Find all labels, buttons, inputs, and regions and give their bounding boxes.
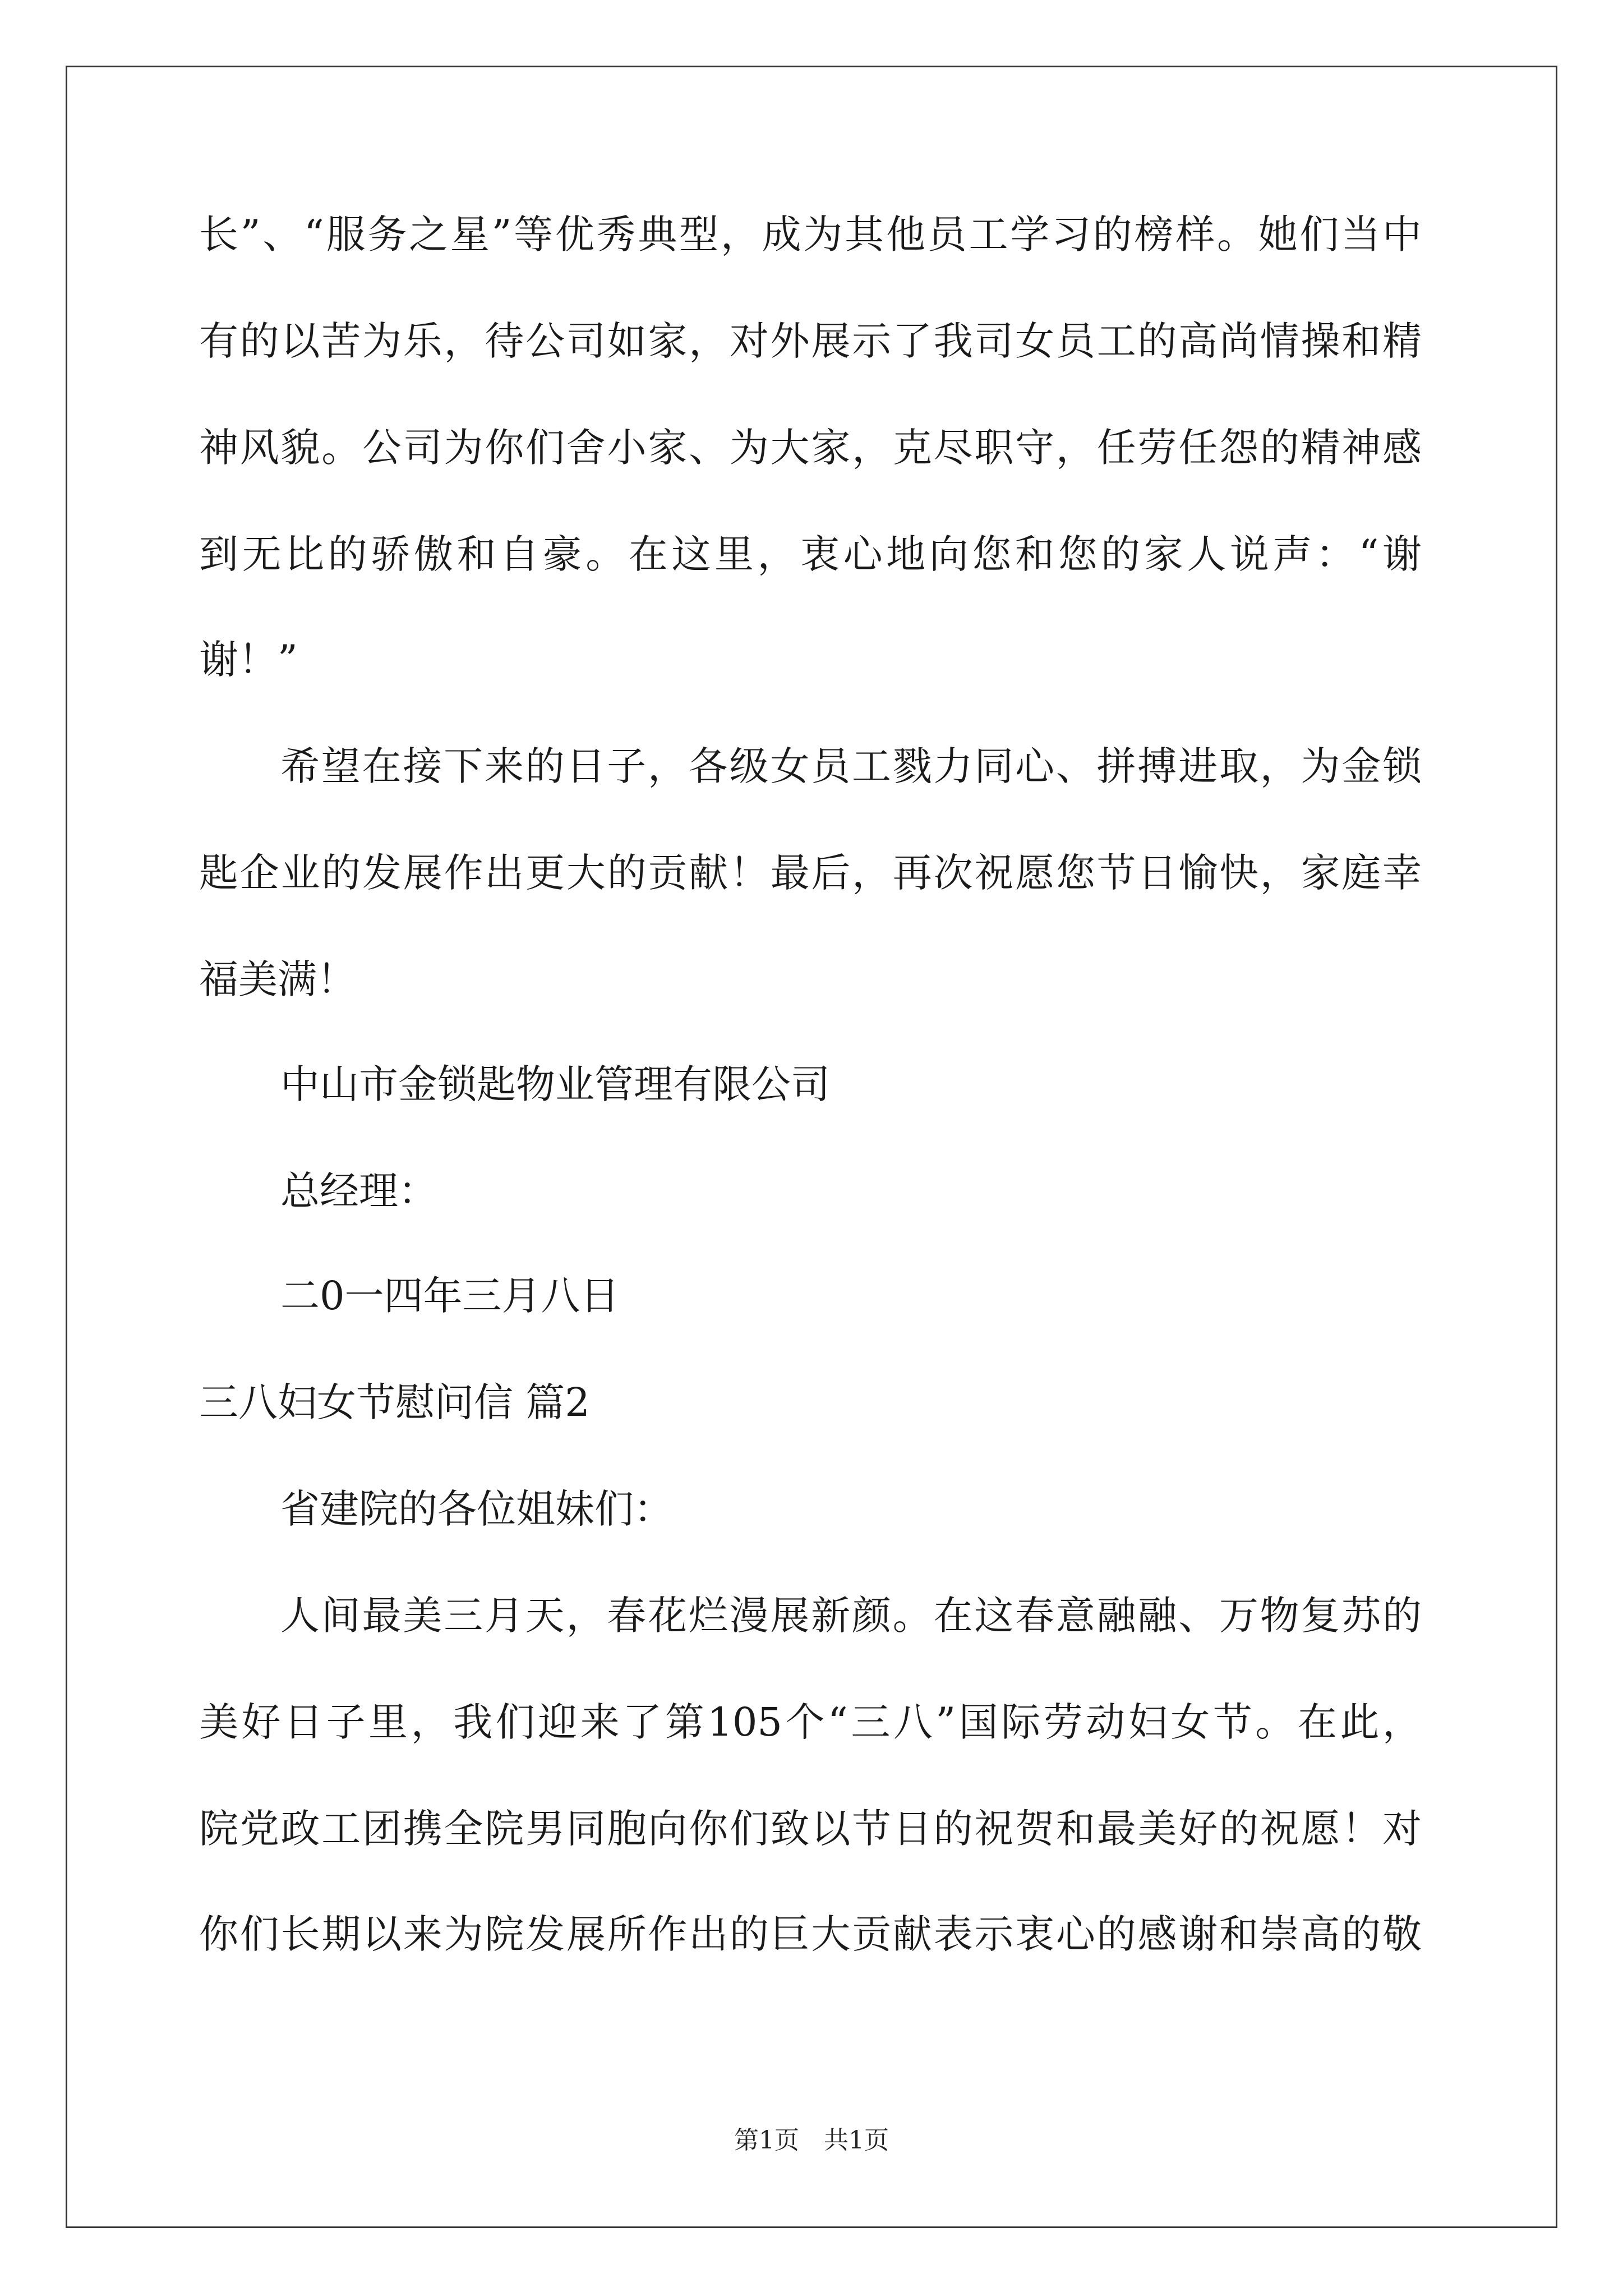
paragraph-greeting-line-4: 你们长期以来为院发展所作出的巨大贡献表示衷心的感谢和崇高的敬 (199, 1911, 1422, 1957)
signature-title: 总经理： (280, 1168, 437, 1214)
paragraph-wish-line-1: 希望在接下来的日子，各级女员工戮力同心、拼搏进取，为金锁 (280, 743, 1422, 789)
body-line-3: 神风貌。公司为你们舍小家、为大家，克尽职守，任劳任怨的精神感 (199, 425, 1422, 471)
letter-date: 二0一四年三月八日 (280, 1273, 620, 1319)
paragraph-greeting-line-3: 院党政工团携全院男同胞向你们致以节日的祝贺和最美好的祝愿！对 (199, 1806, 1422, 1852)
paragraph-wish-line-3: 福美满！ (199, 956, 356, 1002)
paragraph-wish-line-2: 匙企业的发展作出更大的贡献！最后，再次祝愿您节日愉快，家庭幸 (199, 850, 1422, 896)
body-line-2: 有的以苦为乐，待公司如家，对外展示了我司女员工的高尚情操和精 (199, 318, 1422, 364)
salutation: 省建院的各位姐妹们： (280, 1486, 673, 1532)
paragraph-greeting-line-2: 美好日子里，我们迎来了第105个“三八”国际劳动妇女节。在此， (199, 1699, 1422, 1745)
body-line-5: 谢！” (199, 637, 298, 683)
page-footer: 第1页 共1页 (734, 2126, 889, 2155)
company-name: 中山市金锁匙物业管理有限公司 (280, 1061, 830, 1107)
page-border (66, 66, 1557, 2228)
body-line-1: 长”、“服务之星”等优秀典型，成为其他员工学习的榜样。她们当中 (199, 211, 1422, 257)
body-line-4: 到无比的骄傲和自豪。在这里，衷心地向您和您的家人说声：“谢 (199, 531, 1422, 577)
section-heading: 三八妇女节慰问信 篇2 (199, 1379, 590, 1425)
paragraph-greeting-line-1: 人间最美三月天，春花烂漫展新颜。在这春意融融、万物复苏的 (280, 1593, 1422, 1639)
